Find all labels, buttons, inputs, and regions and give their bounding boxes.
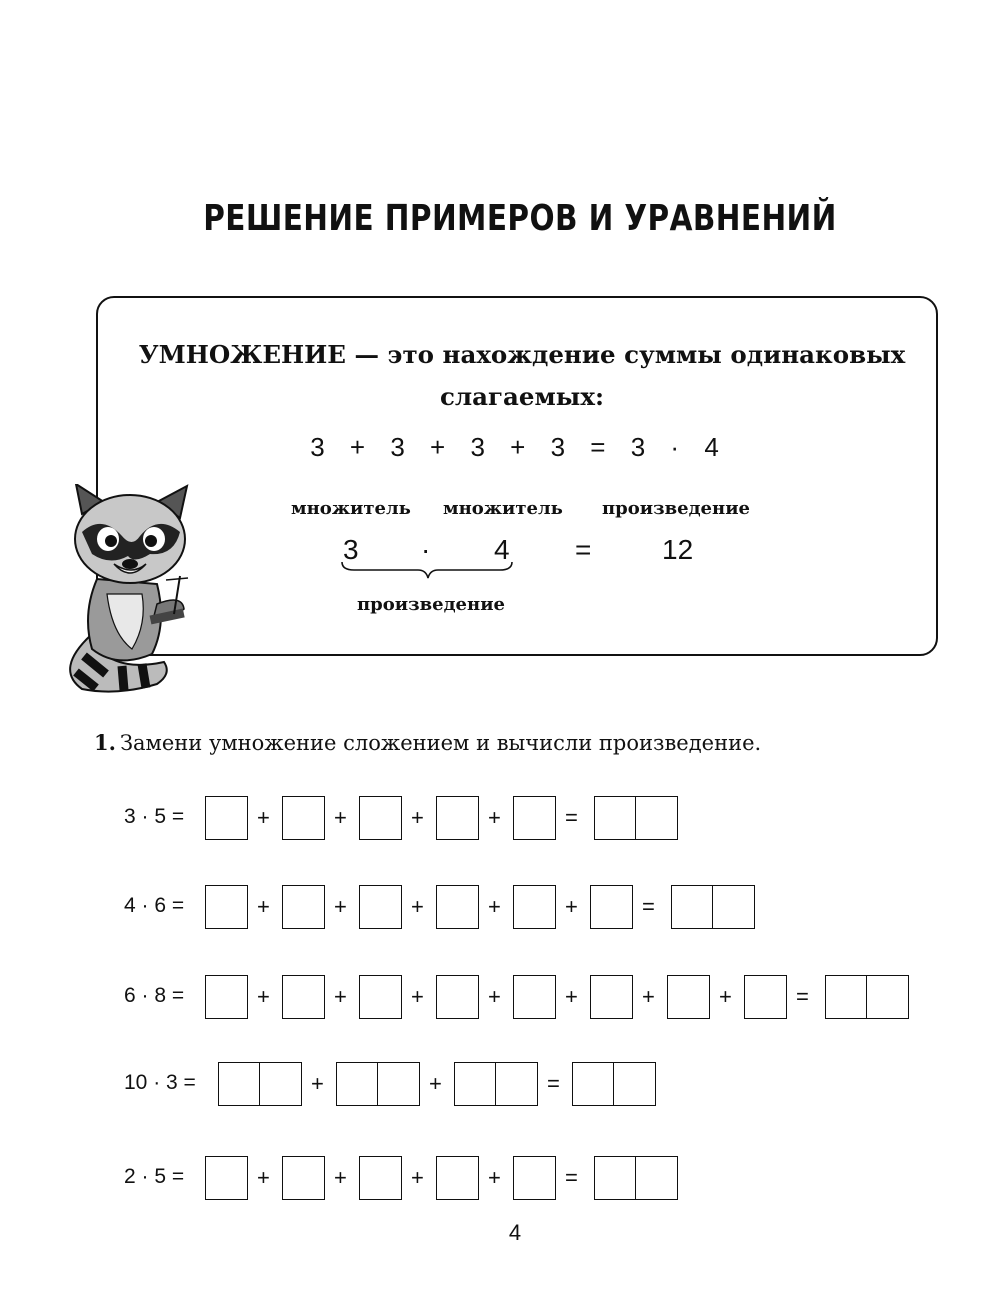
task-instruction (94, 730, 761, 755)
equation-dot: · (421, 534, 431, 565)
addend-input-box[interactable] (513, 975, 556, 1019)
sum-term: 3 (390, 432, 406, 462)
plus-sign: + (257, 805, 270, 830)
sum-example (0, 432, 1000, 463)
plus-sign: + (411, 984, 424, 1009)
page-title: РЕШЕНИЕ ПРИМЕРОВ И УРАВНЕНИЙ (203, 198, 837, 239)
task-text: Замени умножение сложением и вычисли произведение. (119, 731, 762, 755)
addend-input-box[interactable] (218, 1062, 302, 1106)
equals-sign: = (565, 1165, 578, 1190)
definition-heading-line2: слагаемых: (439, 382, 605, 411)
sum-plus: + (349, 432, 367, 462)
equation-factor-a: 3 (343, 534, 359, 565)
addend-input-box[interactable] (359, 885, 402, 929)
addend-input-box[interactable] (436, 975, 479, 1019)
exercise-label: 3 · 5 = (124, 805, 185, 828)
sum-result-factor: 4 (704, 432, 720, 462)
addend-input-box[interactable] (454, 1062, 538, 1106)
task-number: 1. (94, 730, 116, 755)
plus-sign: + (488, 984, 501, 1009)
addend-input-box[interactable] (205, 796, 248, 840)
equation-factor-b: 4 (494, 534, 510, 565)
sum-equals: = (590, 432, 607, 462)
product-answer-box[interactable] (671, 885, 755, 929)
plus-sign: + (565, 984, 578, 1009)
definition-heading (102, 334, 942, 418)
sum-plus: + (430, 432, 447, 462)
plus-sign: + (257, 894, 270, 919)
equals-sign: = (565, 805, 578, 830)
addend-input-box[interactable] (513, 1156, 556, 1200)
product-answer-box[interactable] (594, 796, 678, 840)
addend-input-box[interactable] (359, 1156, 402, 1200)
page-number: 4 (508, 1220, 522, 1245)
plus-sign: + (565, 894, 578, 919)
addend-input-box[interactable] (205, 975, 248, 1019)
product-answer-box[interactable] (825, 975, 909, 1019)
equals-sign: = (547, 1071, 560, 1096)
addend-input-box[interactable] (590, 885, 633, 929)
exercise-label: 6 · 8 = (124, 984, 185, 1007)
plus-sign: + (257, 984, 270, 1009)
plus-sign: + (488, 805, 501, 830)
plus-sign: + (642, 984, 655, 1009)
product-answer-box[interactable] (572, 1062, 656, 1106)
equation-equals: = (575, 534, 592, 565)
addend-input-box[interactable] (359, 975, 402, 1019)
sum-term: 3 (310, 432, 326, 462)
addend-input-box[interactable] (359, 796, 402, 840)
sum-result-factor: 3 (630, 432, 647, 462)
addend-input-box[interactable] (744, 975, 787, 1019)
factor-label-2: множитель (443, 498, 563, 519)
factor-label-1: множитель (291, 498, 411, 519)
exercise-label: 10 · 3 = (124, 1071, 196, 1094)
definition-heading-line1: УМНОЖЕНИЕ — это нахождение суммы одинаковых (138, 340, 906, 369)
addend-input-box[interactable] (436, 796, 479, 840)
sum-term: 3 (470, 432, 486, 462)
plus-sign: + (719, 984, 732, 1009)
addend-input-box[interactable] (513, 885, 556, 929)
raccoon-illustration (62, 484, 202, 694)
plus-sign: + (411, 805, 424, 830)
addend-input-box[interactable] (436, 885, 479, 929)
plus-sign: + (334, 805, 347, 830)
plus-sign: + (334, 984, 347, 1009)
exercise-label: 2 · 5 = (124, 1165, 185, 1188)
plus-sign: + (257, 1165, 270, 1190)
equals-sign: = (642, 894, 655, 919)
addend-input-box[interactable] (513, 796, 556, 840)
addend-input-box[interactable] (205, 885, 248, 929)
addend-input-box[interactable] (590, 975, 633, 1019)
addend-input-box[interactable] (667, 975, 710, 1019)
addend-input-box[interactable] (282, 885, 325, 929)
sum-plus: + (510, 432, 527, 462)
plus-sign: + (411, 1165, 424, 1190)
product-label-bottom: произведение (357, 594, 505, 615)
addend-input-box[interactable] (282, 975, 325, 1019)
curly-brace (340, 560, 515, 582)
plus-sign: + (334, 894, 347, 919)
addend-input-box[interactable] (205, 1156, 248, 1200)
equals-sign: = (796, 984, 809, 1009)
sum-dot: · (670, 432, 681, 462)
plus-sign: + (429, 1071, 442, 1096)
equation-result: 12 (662, 534, 694, 565)
plus-sign: + (334, 1165, 347, 1190)
plus-sign: + (411, 894, 424, 919)
plus-sign: + (488, 894, 501, 919)
addend-input-box[interactable] (282, 796, 325, 840)
addend-input-box[interactable] (436, 1156, 479, 1200)
addend-input-box[interactable] (336, 1062, 420, 1106)
product-label-top: произведение (602, 498, 750, 519)
product-answer-box[interactable] (594, 1156, 678, 1200)
exercise-label: 4 · 6 = (124, 894, 185, 917)
sum-term: 3 (550, 432, 567, 462)
plus-sign: + (488, 1165, 501, 1190)
plus-sign: + (311, 1071, 324, 1096)
addend-input-box[interactable] (282, 1156, 325, 1200)
